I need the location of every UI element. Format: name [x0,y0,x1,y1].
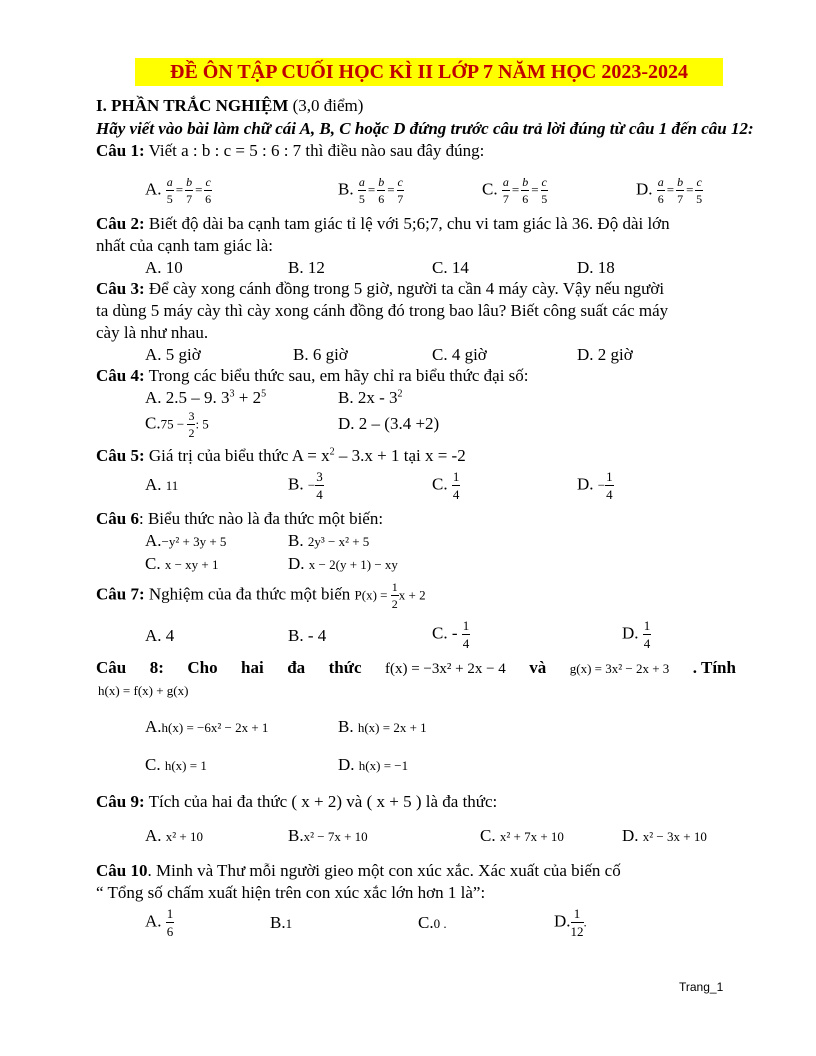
question-label: Câu 5: [96,446,145,465]
q4-option-d: D. 2 – (3.4 +2) [338,414,440,433]
q6-option-c: C. x − xy + 1 [145,554,219,573]
question-6 [96,509,383,529]
fraction: $\frac{c}{7}$ [397,175,404,206]
question-4 [96,366,529,386]
q6-option-d: D. x − 2(y + 1) − xy [288,554,398,573]
q10-option-a: A. $\frac{1}{6}$ [145,906,174,939]
fraction: $\frac{1}{4}$ [452,469,460,502]
q8-option-b: B. h(x) = 2x + 1 [338,717,427,736]
q5-option-d: D. − $\frac{1}{4}$ [577,469,613,502]
question-label: Câu 10 [96,861,148,880]
fraction: $\frac{b}{6}$ [522,175,529,206]
question-3 [96,279,664,299]
question-7: Câu 7: Nghiệm của đa thức một biến P(x) = $\frac{1}{2}$ x + 2 [96,580,426,611]
question-text: Viết a : b : c = 5 : 6 : 7 thì điều nào sau đây đúng: [148,141,485,160]
fraction: $\frac{b}{7}$ [677,175,684,206]
fraction: $\frac{1}{4}$ [643,618,651,651]
q5-option-b: B. − $\frac{3}{4}$ [288,469,323,502]
section-heading-text: I. PHẦN TRẮC NGHIỆM [96,96,289,115]
q6-option-a: A.−y² + 3y + 5 [145,531,227,550]
q2-option-d: D. 18 [577,258,615,277]
fraction: $\frac{a}{7}$ [502,175,509,206]
q9-option-a: A. x² + 10 [145,826,204,845]
question-8: Câu 8: Cho hai đa thức f(x) = −3x² + 2x − 4 và g(x) = 3x² − 2x + 3 . Tính [96,658,736,677]
q7-option-d: D. $\frac{1}{4}$ [622,618,651,651]
q4-option-b: B. $2x - 3^2$ [338,388,403,407]
q3-option-c: C. 4 giờ [432,345,487,364]
question-5: Câu 5: Giá trị của biểu thức $A = x^2 - 3.x + 1$ tại x = -2 [96,446,466,465]
fraction: $\frac{1}{2}$ [391,580,398,611]
fraction: $\frac{a}{5}$ [166,175,173,206]
question-label: Câu 9: [96,792,145,811]
question-2 [96,214,670,234]
question-label: Câu 6 [96,509,139,528]
question-label: Câu 7: [96,584,145,604]
fraction: $\frac{1}{4}$ [606,469,613,502]
question-text-cont: nhất của cạnh tam giác là: [96,236,273,255]
question-text: Tích của hai đa thức ( x + 2) và ( x + 5 ) là đa thức: [148,792,498,811]
q6-option-b: B. 2y³ − x² + 5 [288,531,370,550]
fraction: $\frac{3}{2}$ [188,409,195,440]
fraction: $\frac{c}{5}$ [541,175,548,206]
q10-option-d: D. $\frac{1}{12}$ . [554,906,587,939]
fraction: $\frac{a}{5}$ [358,175,365,206]
q7-option-c: C. - $\frac{1}{4}$ [432,618,470,651]
fraction: $\frac{3}{4}$ [316,469,323,502]
q7-option-a: A. 4 [145,626,175,645]
exam-title: ĐỀ ÔN TẬP CUỐI HỌC KÌ II LỚP 7 NĂM HỌC 2023-2024 [135,58,723,86]
question-text: Biết độ dài ba cạnh tam giác tỉ lệ với 5;6;7, chu vi tam giác là 36. Độ dài lớn [148,214,670,233]
q5-option-a: A. 11 [145,475,179,494]
section-points: (3,0 điểm) [292,96,364,115]
question-1 [96,141,484,161]
q1-option-c: C. $\frac{a}{7}$ = $\frac{b}{6}$ = $\frac{c}{5}$ [482,175,548,206]
page-number: Trang_1 [679,980,724,994]
q3-option-b: B. 6 giờ [293,345,348,364]
q7-option-b: B. - 4 [288,626,327,645]
fraction: $\frac{c}{6}$ [205,175,212,206]
question-label: Câu 4: [96,366,145,385]
q10-option-c: C.0 . [418,913,447,932]
question-label: Câu 3: [96,279,145,298]
q4-option-c: C.75 − $\frac{3}{2}$ : 5 [145,409,209,440]
fraction: $\frac{c}{5}$ [696,175,703,206]
q8-h-definition: h(x) = f(x) + g(x) [98,683,189,698]
question-label: Câu 1: [96,141,145,160]
question-text: : Biểu thức nào là đa thức một biến: [138,509,384,528]
question-text: Trong các biểu thức sau, em hãy chỉ ra biểu thức đại số: [148,366,529,385]
q5-option-c: C. $\frac{1}{4}$ [432,469,460,502]
option-letter: B. [338,179,354,199]
section-instruction: Hãy viết vào bài làm chữ cái A, B, C hoặc D đứng trước câu trả lời đúng từ câu 1 đến câu 12: [96,119,754,138]
fraction: $\frac{b}{7}$ [186,175,193,206]
q9-option-c: C. x² + 7x + 10 [480,826,564,845]
q8-option-d: D. h(x) = −1 [338,755,409,774]
option-letter: C. [482,179,498,199]
question-10 [96,861,621,881]
fraction: $\frac{1}{6}$ [166,906,174,939]
q10-option-b: B.1 [270,913,293,932]
question-9 [96,792,497,812]
section-heading [96,96,363,116]
q8-option-a: A.h(x) = −6x² − 2x + 1 [145,717,269,736]
q2-option-b: B. 12 [288,258,325,277]
fraction: $\frac{1}{12}$ [570,906,584,939]
q1-option-b: B. $\frac{a}{5}$ = $\frac{b}{6}$ = $\frac{c}{7}$ [338,175,404,206]
question-text: . Minh và Thư mỗi người gieo một con xúc xắc. Xác xuất của biến cố [147,861,621,880]
fraction: $\frac{a}{6}$ [657,175,664,206]
question-text-cont: ta dùng 5 máy cày thì cày xong cánh đồng đó trong bao lâu? Biết công suất các máy [96,301,669,320]
option-letter: D. [636,179,653,199]
q9-option-d: D. x² − 3x + 10 [622,826,707,845]
q4-option-a: A. 2.5 – 9. $3^3 + 2^5$ [145,388,267,407]
q2-option-c: C. 14 [432,258,469,277]
question-text-cont: “ Tổng số chấm xuất hiện trên con xúc xắc lớn hơn 1 là”: [96,883,486,902]
question-label: Câu 2: [96,214,145,233]
question-text: Để cày xong cánh đồng trong 5 giờ, người ta cần 4 máy cày. Vậy nếu người [148,279,665,298]
option-letter: A. [145,179,162,199]
fraction: $\frac{1}{4}$ [462,618,470,651]
question-text: Nghiệm của đa thức một biến [148,584,351,604]
q9-option-b: B.x² − 7x + 10 [288,826,368,845]
fraction: $\frac{b}{6}$ [378,175,385,206]
q2-option-a: A. 10 [145,258,183,277]
q1-option-a: A. $\frac{a}{5}$ = $\frac{b}{7}$ = $\frac{c}{6}$ [145,175,212,206]
q8-option-c: C. h(x) = 1 [145,755,207,774]
q3-option-d: D. 2 giờ [577,345,633,364]
q3-option-a: A. 5 giờ [145,345,201,364]
q1-option-d: D. $\frac{a}{6}$ = $\frac{b}{7}$ = $\frac{c}{5}$ [636,175,703,206]
question-text-cont: cày là như nhau. [96,323,209,342]
